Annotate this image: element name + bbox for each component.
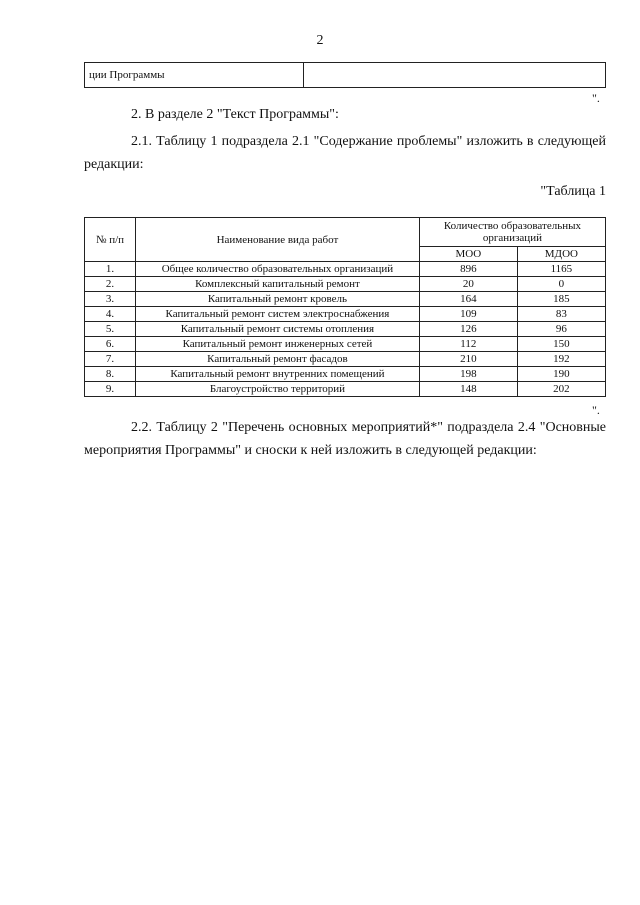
section-intro: 2. В разделе 2 "Текст Программы": xyxy=(131,107,339,122)
header-name: Наименование вида работ xyxy=(135,218,419,262)
row-mdoo: 202 xyxy=(517,382,605,397)
row-mdoo: 192 xyxy=(517,352,605,367)
table-row xyxy=(85,262,606,277)
table-cell: ции Программы xyxy=(85,63,304,88)
row-name: Капитальный ремонт внутренних помещений xyxy=(135,367,419,382)
table-cell xyxy=(304,63,606,88)
table-header-row xyxy=(85,218,606,247)
row-moo: 896 xyxy=(419,262,517,277)
row-num: 2. xyxy=(85,277,136,292)
table-title: "Таблица 1 xyxy=(540,184,606,199)
row-moo: 109 xyxy=(419,307,517,322)
row-mdoo: 190 xyxy=(517,367,605,382)
row-name: Капитальный ремонт инженерных сетей xyxy=(135,337,419,352)
row-moo: 164 xyxy=(419,292,517,307)
row-num: 7. xyxy=(85,352,136,367)
row-num: 4. xyxy=(85,307,136,322)
row-name: Общее количество образовательных организаций xyxy=(135,262,419,277)
row-name: Капитальный ремонт системы отопления xyxy=(135,322,419,337)
header-count: Количество образовательных организаций xyxy=(419,218,605,247)
table-row xyxy=(85,63,606,88)
row-num: 5. xyxy=(85,322,136,337)
row-mdoo: 185 xyxy=(517,292,605,307)
row-num: 8. xyxy=(85,367,136,382)
row-moo: 148 xyxy=(419,382,517,397)
row-name: Благоустройство территорий xyxy=(135,382,419,397)
row-num: 3. xyxy=(85,292,136,307)
row-mdoo: 96 xyxy=(517,322,605,337)
row-name: Капитальный ремонт фасадов xyxy=(135,352,419,367)
row-name: Комплексный капитальный ремонт xyxy=(135,277,419,292)
table-row xyxy=(85,367,606,382)
row-moo: 210 xyxy=(419,352,517,367)
table-row xyxy=(85,337,606,352)
table-row xyxy=(85,292,606,307)
table-row xyxy=(85,322,606,337)
page-number: 2 xyxy=(316,33,324,48)
row-name: Капитальный ремонт систем электроснабжения xyxy=(135,307,419,322)
row-num: 6. xyxy=(85,337,136,352)
header-num: № п/п xyxy=(85,218,136,262)
row-num: 9. xyxy=(85,382,136,397)
row-moo: 20 xyxy=(419,277,517,292)
continuation-table xyxy=(84,62,606,88)
row-moo: 126 xyxy=(419,322,517,337)
paragraph-2-2: 2.2. Таблицу 2 "Перечень основных мероприятий*" подраздела 2.4 "Основные мероприятия Программы" и сноски к ней изложить в следующей редакции: xyxy=(84,420,606,458)
row-mdoo: 0 xyxy=(517,277,605,292)
closing-quote: ". xyxy=(592,91,600,105)
table-row xyxy=(85,307,606,322)
table-row xyxy=(85,277,606,292)
row-moo: 198 xyxy=(419,367,517,382)
works-table xyxy=(84,217,606,397)
header-moo: МОО xyxy=(419,247,517,262)
row-mdoo: 1165 xyxy=(517,262,605,277)
row-name: Капитальный ремонт кровель xyxy=(135,292,419,307)
closing-quote: ". xyxy=(592,403,600,417)
row-mdoo: 83 xyxy=(517,307,605,322)
table-row xyxy=(85,382,606,397)
row-num: 1. xyxy=(85,262,136,277)
row-moo: 112 xyxy=(419,337,517,352)
row-mdoo: 150 xyxy=(517,337,605,352)
paragraph-2-1: 2.1. Таблицу 1 подраздела 2.1 "Содержание проблемы" изложить в следующей редакции: xyxy=(84,134,606,172)
table-row xyxy=(85,352,606,367)
header-mdoo: МДОО xyxy=(517,247,605,262)
